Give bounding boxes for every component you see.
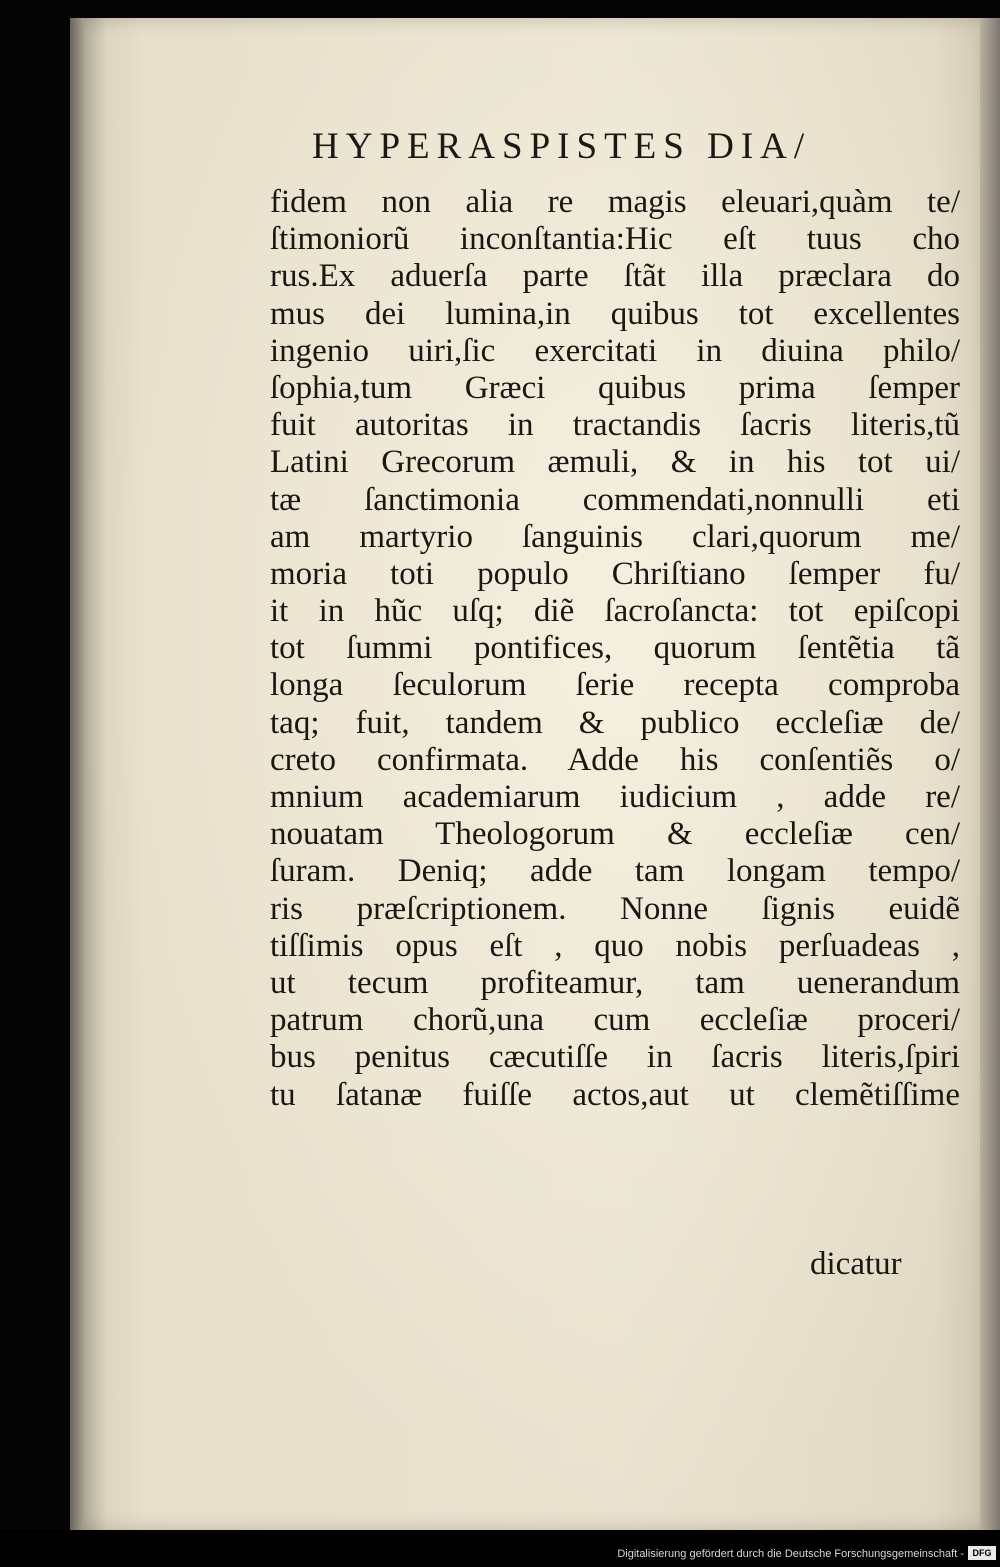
text-line: ſtimoniorũ inconſtantia:Hic eſt tuus cho: [270, 221, 960, 258]
text-line: tiſſimis opus eſt , quo nobis perſuadeas ,: [270, 927, 960, 964]
text-line: longa ſeculorum ſerie recepta comproba: [270, 667, 960, 704]
text-line: it in hũc uſq; diẽ ſacroſancta: tot epiſcopi: [270, 593, 960, 630]
text-line: tu ſatanæ fuiſſe actos,aut ut clemẽtiſſime: [270, 1076, 960, 1113]
text-line: ſuram. Deniq; adde tam longam tempo/: [270, 853, 960, 890]
dfg-logo: DFG: [968, 1546, 996, 1560]
text-line: mus dei lumina,in quibus tot excellentes: [270, 295, 960, 332]
text-line: ingenio uiri,ſic exercitati in diuina philo/: [270, 332, 960, 369]
catchword: dicatur: [810, 1246, 902, 1282]
text-line: tot ſummi pontifices, quorum ſentẽtia tã: [270, 630, 960, 667]
page-binding-edge: [70, 18, 84, 1530]
text-line: ut tecum profiteamur, tam uenerandum: [270, 964, 960, 1001]
text-line: nouatam Theologorum & eccleſiæ cen/: [270, 816, 960, 853]
text-line: moria toti populo Chriſtiano ſemper fu/: [270, 555, 960, 592]
running-head: HYPERASPISTES DIA/: [312, 126, 812, 167]
text-line: creto confirmata. Adde his conſentiẽs o/: [270, 741, 960, 778]
text-line: patrum chorũ,una cum eccleſiæ proceri/: [270, 1002, 960, 1039]
text-line: bus penitus cæcutiſſe in ſacris literis,ſpiri: [270, 1039, 960, 1076]
text-line: mnium academiarum iudicium , adde re/: [270, 779, 960, 815]
text-line: fidem non alia re magis eleuari,quàm te/: [270, 184, 960, 220]
text-line: rus.Ex aduerſa parte ſtãt illa præclara do: [270, 258, 960, 295]
text-block: [270, 184, 960, 1114]
text-line: ſophia,tum Græci quibus prima ſemper: [270, 369, 960, 406]
text-line: taq; fuit, tandem & publico eccleſiæ de/: [270, 704, 960, 741]
text-line: ris præſcriptionem. Nonne ſignis euidẽ: [270, 890, 960, 927]
funding-credit: Digitalisierung gefördert durch die Deutsche Forschungsgemeinschaft -: [617, 1548, 964, 1560]
text-line: tæ ſanctimonia commendati,nonnulli eti: [270, 481, 960, 518]
text-line: Latini Grecorum æmuli, & in his tot ui/: [270, 444, 960, 481]
page-right-edge: [980, 18, 1000, 1530]
text-line: fuit autoritas in tractandis ſacris literis,tũ: [270, 407, 960, 444]
text-line: am martyrio ſanguinis clari,quorum me/: [270, 518, 960, 555]
